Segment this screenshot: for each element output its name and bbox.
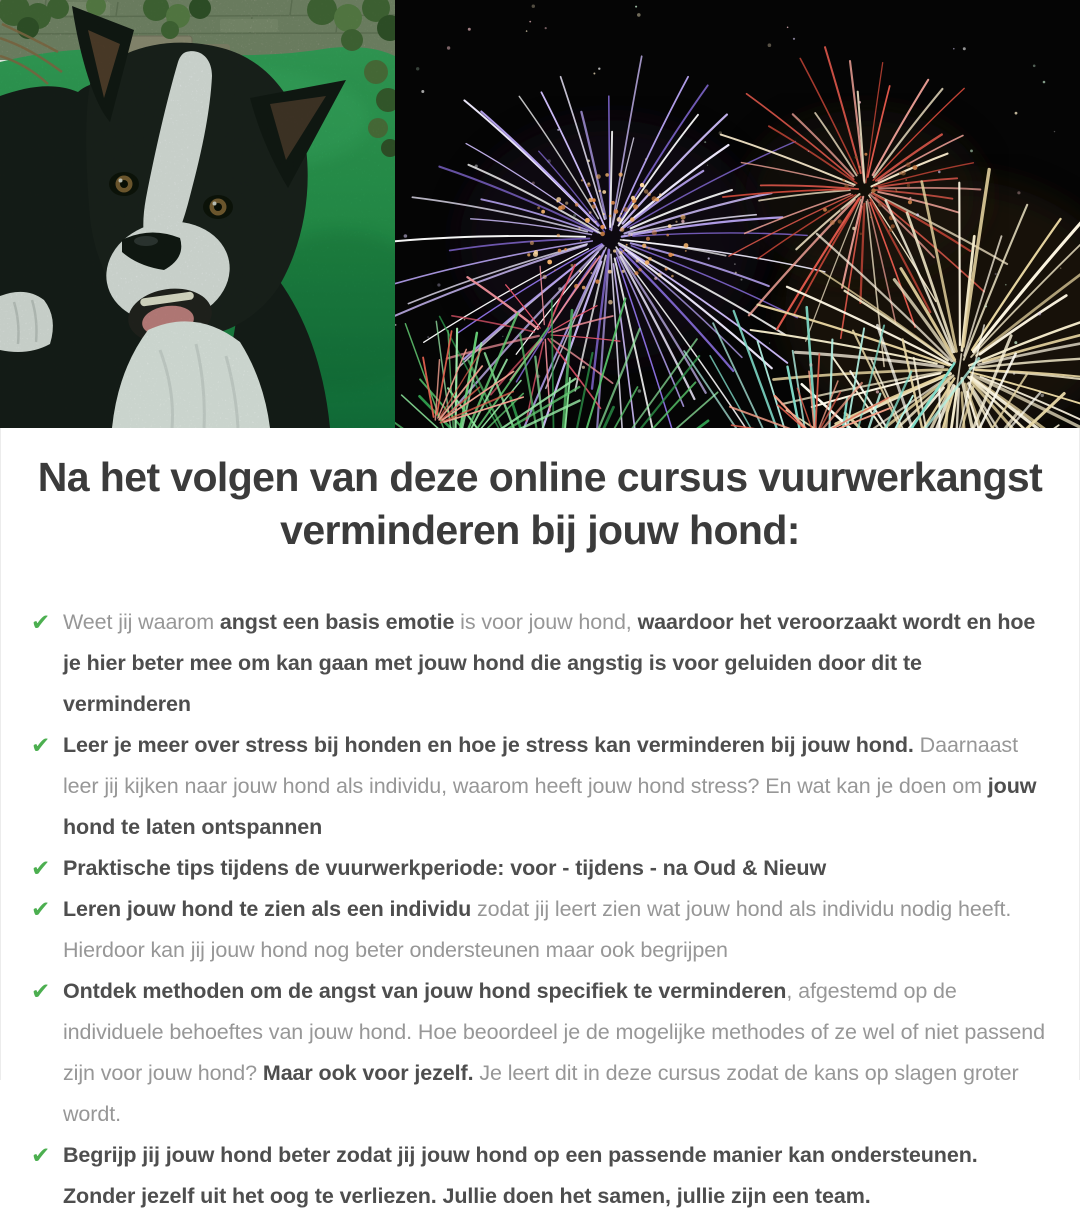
text-segment: angst een basis emotie: [219, 610, 455, 634]
benefit-item: [31, 971, 1049, 1135]
hero-images: [0, 0, 1080, 428]
check-icon: ✔: [31, 855, 51, 881]
text-segment: Daarnaast leer jij kijken naar jouw hond als individu, waarom heeft jouw hond stress? En wat kan je doen om: [63, 733, 1018, 798]
text-segment: Praktische tips tijdens de vuurwerkperiode: voor - tijdens - na Oud & Nieuw: [63, 856, 827, 880]
check-icon: ✔: [31, 896, 51, 922]
text-segment: zodat jij leert zien wat jouw hond als individu nodig heeft. Hierdoor kan jij jouw hond nog beter ondersteunen maar ook begrijpen: [63, 897, 1012, 962]
check-icon: ✔: [31, 609, 51, 635]
dog-illustration: [0, 0, 395, 428]
check-icon: ✔: [31, 1142, 51, 1168]
benefit-item: [31, 1135, 1049, 1217]
benefit-item: [31, 602, 1049, 725]
benefit-item: [31, 848, 1049, 889]
page-title-line1: Na het volgen van deze online cursus vuurwerkangst: [37, 454, 1043, 500]
text-segment: waardoor het veroorzaakt wordt en hoe je hier beter mee om kan gaan met jouw hond die angstig is voor geluiden door dit te verminderen: [63, 610, 1036, 716]
benefit-item: [31, 889, 1049, 971]
benefit-text: [63, 602, 1049, 725]
text-segment: Weet jij waarom: [63, 610, 220, 634]
text-segment: Leren jouw hond te zien als een individu: [63, 897, 472, 921]
fireworks-photo: [395, 0, 1080, 428]
text-segment: , afgestemd op de individuele behoeftes van jouw hond. Hoe beoordeel je de mogelijke methodes of ze wel of niet passend zijn voor jouw hond?: [63, 979, 1045, 1085]
check-icon: ✔: [31, 732, 51, 758]
benefit-text: [63, 1135, 1049, 1217]
course-benefits-section: [0, 428, 1080, 1208]
benefit-text: [63, 971, 1049, 1135]
benefit-item: [31, 725, 1049, 848]
text-segment: Je leert dit in deze cursus zodat de kans op slagen groter wordt.: [63, 1061, 1019, 1126]
benefit-text: [63, 848, 1049, 889]
check-icon: ✔: [31, 978, 51, 1004]
benefit-text: [63, 889, 1049, 971]
text-segment: Maar ook voor jezelf.: [262, 1061, 474, 1085]
text-segment: jouw hond te laten ontspannen: [63, 774, 1037, 839]
fireworks-illustration: [395, 0, 1080, 428]
page-title: [1, 451, 1079, 557]
benefits-list: [1, 602, 1079, 1217]
text-segment: Begrijp jij jouw hond beter zodat jij jouw hond op een passende manier kan ondersteunen. Zonder jezelf uit het oog te verliezen. Jullie doen het samen, jullie zijn een team.: [63, 1143, 978, 1208]
dog-photo: [0, 0, 395, 428]
benefit-text: [63, 725, 1049, 848]
text-segment: Leer je meer over stress bij honden en hoe je stress kan verminderen bij jouw hond.: [63, 733, 914, 757]
page-title-line2: verminderen bij jouw hond:: [280, 507, 800, 553]
text-segment: Ontdek methoden om de angst van jouw hond specifiek te verminderen: [63, 979, 787, 1003]
text-segment: is voor jouw hond,: [454, 610, 638, 634]
